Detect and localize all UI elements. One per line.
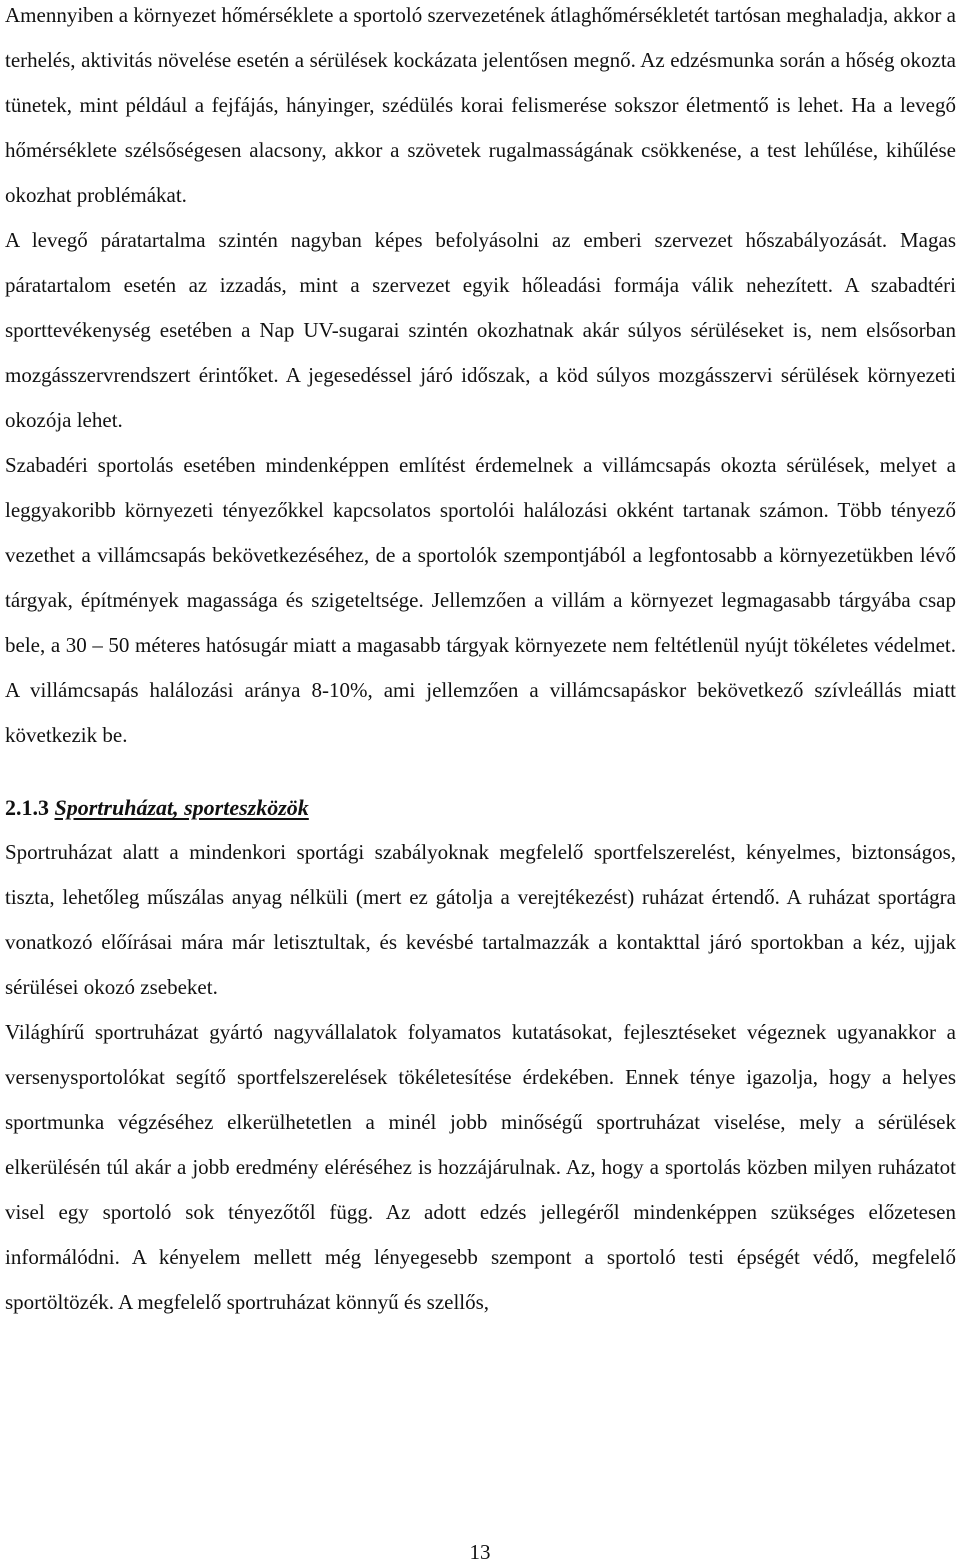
paragraph-lightning: Szabadéri sportolás esetében mindenképpen említést érdemelnek a villámcsapás okozta sérülések, melyet a leggyakoribb környezeti tényezőkkel kapcsolatos sportolói halálozási okként tartanak számon. Több tényező vezethet a villámcsapás bekövetkezéséhez, de a sportolók szempontjából a legfontosabb a környezetükben lévő tárgyak, építmények magassága és szigeteltsége. Jellemzően a villám a környezet legmagasabb tárgyába csap bele, a 30 – 50 méteres hatósugár miatt a magasabb tárgyak környezete nem feltétlenül nyújt tökéletes védelmet. A villámcsapás halálozási aránya 8-10%, ami jellemzően a villámcsapáskor bekövetkező szívleállás miatt következik be. — [5, 453, 956, 747]
paragraph-sportswear-definition: Sportruházat alatt a mindenkori sportági szabályoknak megfelelő sportfelszerelést, kényelmes, biztonságos, tiszta, lehetőleg műszálas anyag nélküli (mert ez gátolja a verejtékezést) ruházat értendő. A ruházat sportágra vonatkozó előírásai mára már letisztultak, és kevésbé tartalmazzák a kontakttal járó sportokban a kéz, ujjak sérülései okozó zsebeket. — [5, 840, 956, 999]
section-number: 2.1.3 — [5, 795, 49, 820]
paragraph-humidity: A levegő páratartalma szintén nagyban képes befolyásolni az emberi szervezet hőszabályozását. Magas páratartalom esetén az izzadás, mint a szervezet egyik hőleadási formája válik nehezített. A szabadtéri sporttevékenység esetében a Nap UV-sugarai szintén okozhatnak akár súlyos sérüléseket is, nem elsősorban mozgásszervrendszert érintőket. A jegesedéssel járó időszak, a köd súlyos mozgásszervi sérülések környezeti okozója lehet. — [5, 228, 956, 432]
paragraph-sportswear-research: Világhírű sportruházat gyártó nagyvállalatok folyamatos kutatásokat, fejlesztéseket végeznek ugyanakkor a versenysportolókat segítő sportfelszerelések tökéletesítése érdekében. Ennek ténye igazolja, hogy a helyes sportmunka végzéséhez elkerülhetetlen a minél jobb minőségű sportruházat viselése, mely a sérülések elkerülésén túl akár a jobb eredmény eléréséhez is hozzájárulnak. Az, hogy a sportolás közben milyen ruházatot visel egy sportoló sok tényezőtől függ. Az adott edzés jellegéről mindenképpen szükséges előzetesen informálódni. A kényelem mellett még lényegesebb szempont a sportoló testi épségét védő, megfelelő sportöltözék. A megfelelő sportruházat könnyű és szellős, — [5, 1020, 956, 1314]
page-number: 13 — [469, 1540, 491, 1564]
section-heading — [5, 785, 956, 830]
section-title: Sportruházat, sporteszközök — [54, 795, 309, 820]
document-page — [5, 0, 956, 1325]
paragraph-temperature: Amennyiben a környezet hőmérséklete a sportoló szervezetének átlaghőmérsékletét tartósan meghaladja, akkor a terhelés, aktivitás növelése esetén a sérülések kockázata jelentősen megnő. Az edzésmunka során a hőség okozta tünetek, mint például a fejfájás, hányinger, szédülés korai felismerése sokszor életmentő is lehet. Ha a levegő hőmérséklete szélsőségesen alacsony, akkor a szövetek rugalmasságának csökkenése, a test lehűlése, kihűlése okozhat problémákat. — [5, 3, 956, 207]
